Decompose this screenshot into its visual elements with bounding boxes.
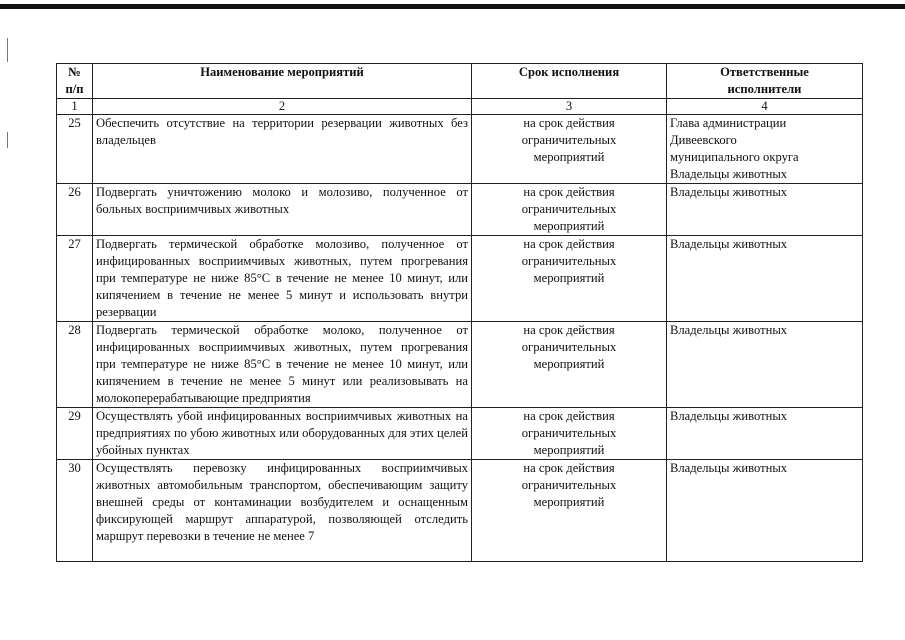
measure-name: Подвергать термической обработке молоко, полученное от инфицированных восприимчивых животных, путем прогревания при температуре не ниже 85°С в течение не менее 10 минут, или кипячением в течение не менее 5 минут или реализовывать на молокоперерабатывающие предприятия — [93, 322, 472, 408]
measure-name — [93, 460, 472, 562]
table-row — [57, 460, 863, 562]
table-row — [57, 184, 863, 236]
top-rule — [0, 4, 905, 9]
header-num: № п/п — [57, 64, 93, 99]
measure-name: Обеспечить отсутствие на территории резервации животных без владельцев — [93, 115, 472, 184]
measure-name: Осуществлять убой инфицированных восприимчивых животных на предприятиях по убою животных или оборудованных для этих целей убойных пунктах — [93, 408, 472, 460]
index-cell: 2 — [93, 99, 472, 115]
responsible-cell: Глава администрации Дивеевского муниципального округа Владельцы животных — [667, 115, 863, 184]
margin-mark-top — [7, 38, 8, 62]
index-cell: 1 — [57, 99, 93, 115]
responsible-cell: Владельцы животных — [667, 184, 863, 236]
row-number — [57, 460, 93, 562]
term-cell: на срок действия ограничительных мероприятий — [472, 184, 667, 236]
table-row — [57, 236, 863, 322]
header-term: Срок исполнения — [472, 64, 667, 99]
responsible-cell — [667, 460, 863, 562]
header-responsible: Ответственные исполнители — [667, 64, 863, 99]
measure-name: Подвергать термической обработке молозиво, полученное от инфицированных восприимчивых животных, путем прогревания при температуре не ниже 85°С в течение не менее 10 минут, или кипячением в течение не менее 5 минут и использовать внутри резервации — [93, 236, 472, 322]
responsible-cell: Владельцы животных — [667, 408, 863, 460]
table-row — [57, 115, 863, 184]
table-row — [57, 322, 863, 408]
index-cell: 3 — [472, 99, 667, 115]
row-number: 28 — [57, 322, 93, 408]
responsible-cell: Владельцы животных — [667, 236, 863, 322]
responsible-text: Владельцы животных — [670, 461, 788, 475]
term-text: на срок действия ограничительных мероприятий — [521, 461, 617, 509]
row-number: 25 — [57, 115, 93, 184]
responsible-cell: Владельцы животных — [667, 322, 863, 408]
measures-table — [56, 63, 863, 562]
term-cell: на срок действия ограничительных мероприятий — [472, 115, 667, 184]
index-row — [57, 99, 863, 115]
term-cell — [472, 460, 667, 562]
header-row — [57, 64, 863, 99]
index-cell: 4 — [667, 99, 863, 115]
row-number: 27 — [57, 236, 93, 322]
header-name: Наименование мероприятий — [93, 64, 472, 99]
row-number: 29 — [57, 408, 93, 460]
margin-mark-bottom — [7, 132, 8, 148]
row-number-text: 30 — [68, 461, 81, 475]
measure-name-text: Осуществлять перевозку инфицированных восприимчивых животных автомобильным транспортом, обеспечивающим защиту внешней среды от контаминации возбудителем и оснащенным фиксирующей маршрут аппаратурой, позволяющей отследить маршрут перевозки в течение не менее 7 — [96, 461, 468, 543]
measure-name: Подвергать уничтожению молоко и молозиво, полученное от больных восприимчивых животных — [93, 184, 472, 236]
term-cell: на срок действия ограничительных мероприятий — [472, 408, 667, 460]
table-row — [57, 408, 863, 460]
term-cell: на срок действия ограничительных мероприятий — [472, 322, 667, 408]
row-number: 26 — [57, 184, 93, 236]
term-cell: на срок действия ограничительных мероприятий — [472, 236, 667, 322]
